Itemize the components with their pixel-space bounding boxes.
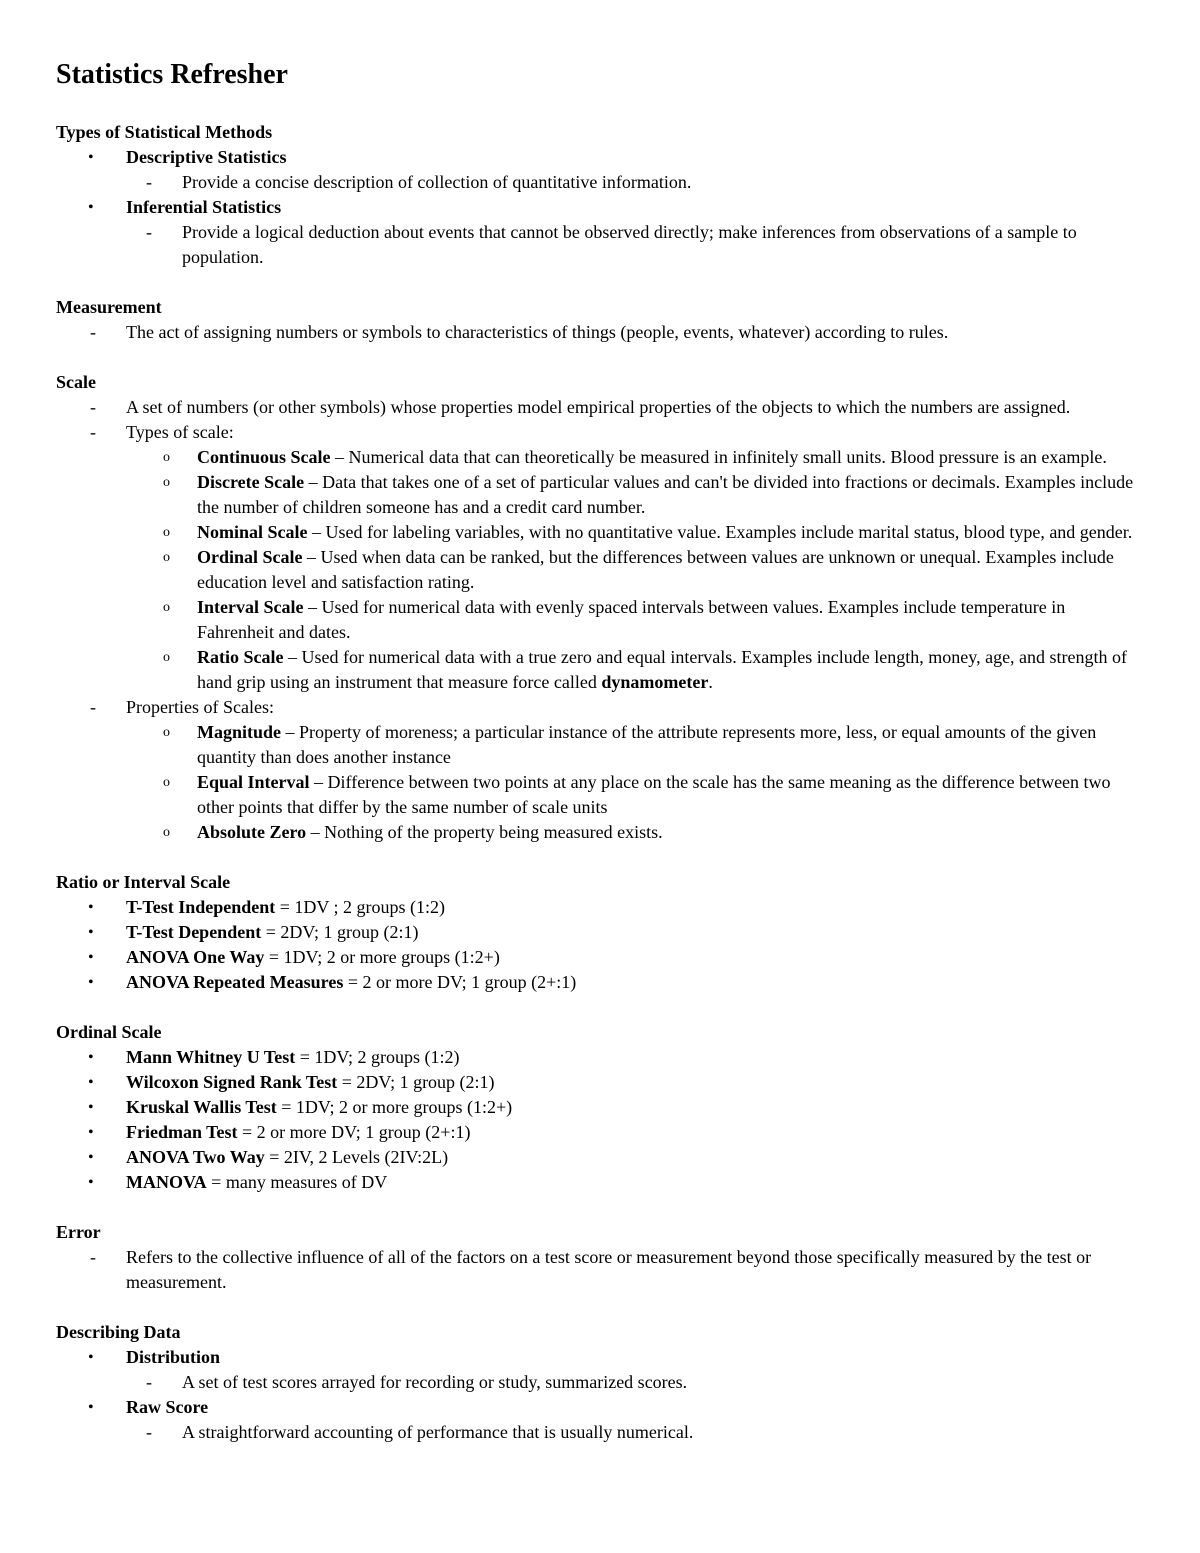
dash-icon: - xyxy=(90,697,96,717)
item-term: Ordinal Scale xyxy=(197,547,303,567)
section-types-of-statistical-methods xyxy=(56,120,1140,270)
list-item xyxy=(126,820,1140,845)
list-item xyxy=(56,1170,1140,1195)
bullet-icon: • xyxy=(88,149,94,166)
types-of-scale-label: Types of scale: xyxy=(126,422,234,442)
list-item xyxy=(126,1370,1140,1395)
item-term: Continuous Scale xyxy=(197,447,331,467)
properties-of-scales-label: Properties of Scales: xyxy=(126,697,274,717)
item-description: = 2IV, 2 Levels (2IV:2L) xyxy=(264,1147,449,1167)
bullet-icon: • xyxy=(88,199,94,216)
list-item xyxy=(56,320,1140,345)
list-item xyxy=(126,470,1140,520)
item-term: Raw Score xyxy=(126,1397,209,1417)
section-heading: Types of Statistical Methods xyxy=(56,122,273,142)
bullet-icon: • xyxy=(88,1399,94,1416)
list-item xyxy=(56,1070,1140,1095)
item-term: ANOVA Two Way xyxy=(126,1147,265,1167)
list-item xyxy=(56,1345,1140,1395)
page-title: Statistics Refresher xyxy=(56,59,288,90)
bullet-icon: • xyxy=(88,1349,94,1366)
list-item xyxy=(56,970,1140,995)
dash-icon: - xyxy=(146,222,152,242)
circle-bullet-icon: o xyxy=(163,825,170,840)
item-description: = 2DV; 1 group (2:1) xyxy=(337,1072,495,1092)
dash-icon: - xyxy=(146,172,152,192)
item-term: Descriptive Statistics xyxy=(126,147,287,167)
dash-list xyxy=(126,1420,1140,1445)
list-item xyxy=(56,1145,1140,1170)
list-item xyxy=(56,1395,1140,1445)
item-description: – Used when data can be ranked, but the differences between values are unknown or unequal. Examples include education level and satisfaction rating. xyxy=(197,547,1114,592)
section-ordinal-scale xyxy=(56,1020,1140,1195)
list-item xyxy=(56,1245,1140,1295)
dash-icon: - xyxy=(90,322,96,342)
item-term: Friedman Test xyxy=(126,1122,238,1142)
item-term: Kruskal Wallis Test xyxy=(126,1097,277,1117)
item-description: – Numerical data that can theoretically be measured in infinitely small units. Blood pressure is an example. xyxy=(330,447,1107,467)
section-ratio-or-interval-scale xyxy=(56,870,1140,995)
section-error xyxy=(56,1220,1140,1295)
item-emphasis: dynamometer xyxy=(601,672,709,692)
item-description: = 1DV; 2 or more groups (1:2+) xyxy=(264,947,500,967)
bullet-icon: • xyxy=(88,949,94,966)
bullet-icon: • xyxy=(88,924,94,941)
item-description: A set of test scores arrayed for recording or study, summarized scores. xyxy=(182,1372,688,1392)
item-term: ANOVA One Way xyxy=(126,947,265,967)
item-description: – Nothing of the property being measured exists. xyxy=(306,822,663,842)
bullet-icon: • xyxy=(88,1174,94,1191)
list-item xyxy=(56,1095,1140,1120)
item-term: Wilcoxon Signed Rank Test xyxy=(126,1072,338,1092)
item-term: Ratio Scale xyxy=(197,647,284,667)
item-description: = 2 or more DV; 1 group (2+:1) xyxy=(343,972,577,992)
circle-bullet-icon: o xyxy=(163,725,170,740)
item-description: – Property of moreness; a particular instance of the attribute represents more, less, or equal amounts of the given quantity than does another instance xyxy=(197,722,1097,767)
item-description: A straightforward accounting of performance that is usually numerical. xyxy=(182,1422,694,1442)
item-description: – Used for labeling variables, with no quantitative value. Examples include marital status, blood type, and gender. xyxy=(307,522,1133,542)
item-tail: . xyxy=(708,672,713,692)
list-item xyxy=(126,1420,1140,1445)
bullet-list xyxy=(56,145,1140,270)
bullet-list xyxy=(56,1045,1140,1195)
list-item xyxy=(126,720,1140,770)
section-heading: Scale xyxy=(56,372,96,392)
item-description: – Used for numerical data with a true zero and equal intervals. Examples include length, money, age, and strength of hand grip using an instrument that measure force called xyxy=(197,647,1128,692)
dash-list xyxy=(56,395,1140,845)
item-description: The act of assigning numbers or symbols to characteristics of things (people, events, whatever) according to rules. xyxy=(126,322,949,342)
item-term: Distribution xyxy=(126,1347,221,1367)
circle-list xyxy=(126,445,1140,695)
item-term: Nominal Scale xyxy=(197,522,308,542)
list-item xyxy=(126,770,1140,820)
item-description: = 1DV ; 2 groups (1:2) xyxy=(275,897,446,917)
list-item xyxy=(56,395,1140,420)
bullet-icon: • xyxy=(88,1124,94,1141)
circle-list xyxy=(126,720,1140,845)
bullet-icon: • xyxy=(88,1149,94,1166)
item-description: = 2DV; 1 group (2:1) xyxy=(261,922,419,942)
list-item xyxy=(56,420,1140,695)
item-description: Provide a concise description of collection of quantitative information. xyxy=(182,172,692,192)
dash-list xyxy=(56,320,1140,345)
list-item xyxy=(56,195,1140,270)
item-term: Inferential Statistics xyxy=(126,197,282,217)
item-term: Discrete Scale xyxy=(197,472,305,492)
bullet-icon: • xyxy=(88,1074,94,1091)
item-description: – Data that takes one of a set of particular values and can't be divided into fractions or decimals. Examples include the number of children someone has and a credit card number. xyxy=(197,472,1134,517)
list-item xyxy=(126,170,1140,195)
item-description: = 1DV; 2 groups (1:2) xyxy=(295,1047,460,1067)
dash-list xyxy=(56,1245,1140,1295)
section-heading: Describing Data xyxy=(56,1322,181,1342)
scale-definition: A set of numbers (or other symbols) whose properties model empirical properties of the objects to which the numbers are assigned. xyxy=(126,397,1071,417)
list-item xyxy=(56,895,1140,920)
bullet-icon: • xyxy=(88,899,94,916)
list-item xyxy=(56,1120,1140,1145)
dash-icon: - xyxy=(90,397,96,417)
circle-bullet-icon: o xyxy=(163,475,170,490)
item-term: Magnitude xyxy=(197,722,282,742)
list-item xyxy=(56,145,1140,195)
dash-icon: - xyxy=(90,1247,96,1267)
circle-bullet-icon: o xyxy=(163,550,170,565)
circle-bullet-icon: o xyxy=(163,525,170,540)
section-heading: Error xyxy=(56,1222,101,1242)
list-item xyxy=(126,445,1140,470)
dash-icon: - xyxy=(146,1422,152,1442)
dash-icon: - xyxy=(90,422,96,442)
list-item xyxy=(56,945,1140,970)
bullet-icon: • xyxy=(88,1049,94,1066)
item-term: MANOVA xyxy=(126,1172,207,1192)
dash-list xyxy=(126,220,1140,270)
list-item xyxy=(126,645,1140,695)
bullet-list xyxy=(56,1345,1140,1445)
bullet-icon: • xyxy=(88,1099,94,1116)
list-item xyxy=(56,1045,1140,1070)
item-description: Refers to the collective influence of all of the factors on a test score or measurement beyond those specifically measured by the test or measurement. xyxy=(126,1247,1092,1292)
item-description: = 1DV; 2 or more groups (1:2+) xyxy=(276,1097,513,1117)
list-item xyxy=(126,220,1140,270)
list-item xyxy=(56,920,1140,945)
item-description: Provide a logical deduction about events that cannot be observed directly; make inferences from observations of a sample to population. xyxy=(182,222,1077,267)
item-term: Equal Interval xyxy=(197,772,310,792)
section-describing-data xyxy=(56,1320,1140,1445)
dash-list xyxy=(126,170,1140,195)
dash-list xyxy=(126,1370,1140,1395)
item-term: Mann Whitney U Test xyxy=(126,1047,296,1067)
item-term: Absolute Zero xyxy=(197,822,307,842)
item-description: – Difference between two points at any place on the scale has the same meaning as the difference between two other points that differ by the same number of scale units xyxy=(197,772,1111,817)
bullet-list xyxy=(56,895,1140,995)
item-term: T-Test Independent xyxy=(126,897,276,917)
section-scale xyxy=(56,370,1140,845)
list-item xyxy=(126,545,1140,595)
circle-bullet-icon: o xyxy=(163,450,170,465)
list-item xyxy=(56,695,1140,845)
section-heading: Measurement xyxy=(56,297,162,317)
circle-bullet-icon: o xyxy=(163,600,170,615)
bullet-icon: • xyxy=(88,974,94,991)
item-term: T-Test Dependent xyxy=(126,922,262,942)
item-term: ANOVA Repeated Measures xyxy=(126,972,344,992)
section-measurement xyxy=(56,295,1140,345)
list-item xyxy=(126,520,1140,545)
circle-bullet-icon: o xyxy=(163,775,170,790)
section-heading: Ratio or Interval Scale xyxy=(56,872,231,892)
item-term: Interval Scale xyxy=(197,597,304,617)
item-description: – Used for numerical data with evenly spaced intervals between values. Examples include temperature in Fahrenheit and dates. xyxy=(197,597,1066,642)
dash-icon: - xyxy=(146,1372,152,1392)
section-heading: Ordinal Scale xyxy=(56,1022,162,1042)
circle-bullet-icon: o xyxy=(163,650,170,665)
item-description: = many measures of DV xyxy=(206,1172,388,1192)
list-item xyxy=(126,595,1140,645)
item-description: = 2 or more DV; 1 group (2+:1) xyxy=(237,1122,471,1142)
